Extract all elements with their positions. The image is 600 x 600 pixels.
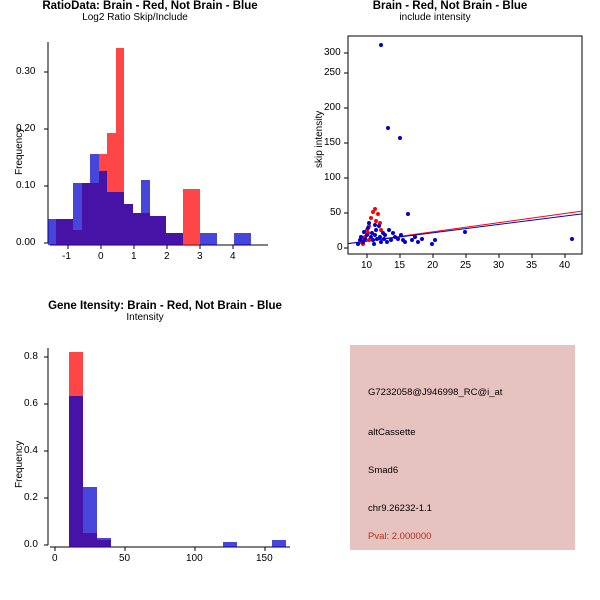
histogram-bar	[83, 487, 97, 547]
info-pval: Pval: 2.000000	[368, 531, 432, 542]
ratio-xtick-3: 2	[164, 251, 170, 262]
histogram-bar	[99, 171, 107, 245]
histogram-bar	[223, 542, 237, 547]
histogram-bar	[158, 216, 166, 245]
scatter-point	[356, 242, 360, 246]
panel-ratio-title: RatioData: Brain - Red, Not Brain - Blue	[42, 0, 258, 12]
histogram-bar	[73, 183, 81, 245]
histogram-bar	[150, 216, 158, 245]
scatter-point	[413, 235, 417, 239]
histogram-bar	[175, 233, 183, 245]
histogram-bar	[116, 192, 124, 245]
scatter-point	[374, 228, 378, 232]
panel-intensity-xlabel: Intensity	[126, 312, 164, 323]
scatter-point	[369, 216, 373, 220]
histogram-bar	[234, 233, 242, 245]
scatter-point	[401, 238, 405, 242]
scatter-point	[379, 43, 383, 47]
scatter-xtick-1: 15	[394, 260, 406, 271]
scatter-ytick-4: 200	[324, 102, 341, 113]
histogram-bar	[48, 219, 56, 245]
panel-intensity-ylabel: Frequency	[14, 440, 25, 488]
scatter-ytick-2: 100	[324, 172, 341, 183]
histogram-bar	[124, 204, 132, 245]
scatter-xtick-6: 40	[559, 260, 571, 271]
scatter-point	[371, 210, 375, 214]
scatter-xtick-2: 20	[427, 260, 439, 271]
panel-intensity-histogram	[0, 300, 330, 600]
scatter-ytick-1: 50	[330, 207, 342, 218]
ratio-ytick-0: 0.00	[16, 237, 36, 248]
intensity-ytick-1: 0.2	[24, 492, 38, 503]
histogram-bar	[69, 396, 83, 547]
histogram-bar	[107, 192, 115, 245]
scatter-xtick-0: 10	[361, 260, 373, 271]
panel-ratio-ylabel: Frequency	[14, 127, 25, 175]
ratio-ytick-1: 0.10	[16, 180, 36, 191]
scatter-point	[463, 230, 467, 234]
intensity-xtick-1: 50	[119, 553, 131, 564]
histogram-bar	[90, 154, 98, 245]
panel-scatter	[300, 0, 600, 300]
scatter-point	[570, 237, 574, 241]
scatter-point	[398, 136, 402, 140]
ratio-bars-layer	[0, 0, 300, 300]
histogram-bar	[133, 213, 141, 245]
histogram-bar	[183, 189, 191, 245]
intensity-ytick-2: 0.4	[24, 445, 38, 456]
scatter-points-layer	[300, 0, 600, 300]
scatter-point	[430, 242, 434, 246]
ratio-xtick-4: 3	[197, 251, 203, 262]
scatter-point	[385, 240, 389, 244]
ratio-xtick-0: -1	[62, 251, 71, 262]
histogram-bar	[243, 233, 251, 245]
scatter-point	[376, 212, 380, 216]
intensity-xtick-3: 150	[256, 553, 273, 564]
info-panel	[350, 345, 575, 550]
histogram-bar	[56, 219, 64, 245]
scatter-xtick-4: 30	[493, 260, 505, 271]
info-probe: G7232058@J946998_RC@i_at	[368, 387, 503, 398]
panel-intensity-title: Gene Itensity: Brain - Red, Not Brain - Blue	[48, 300, 282, 312]
scatter-point	[433, 238, 437, 242]
intensity-xtick-0: 0	[52, 553, 58, 564]
scatter-point	[416, 240, 420, 244]
intensity-ytick-4: 0.8	[24, 351, 38, 362]
scatter-xtick-5: 35	[526, 260, 538, 271]
scatter-point	[396, 237, 400, 241]
intensity-bars-layer	[0, 300, 330, 600]
histogram-bar	[200, 233, 208, 245]
histogram-bar	[82, 183, 90, 245]
scatter-ytick-0: 0	[337, 242, 343, 253]
intensity-ytick-3: 0.6	[24, 398, 38, 409]
scatter-point	[420, 237, 424, 241]
histogram-bar	[141, 180, 149, 245]
scatter-point	[406, 212, 410, 216]
histogram-bar	[166, 233, 174, 245]
scatter-ytick-6: 300	[324, 47, 341, 58]
scatter-ytick-5: 250	[324, 67, 341, 78]
ratio-xtick-5: 4	[230, 251, 236, 262]
panel-scatter-ylabel: skip intensity	[314, 110, 325, 168]
intensity-xtick-2: 100	[186, 553, 203, 564]
scatter-point	[386, 126, 390, 130]
scatter-point	[367, 238, 371, 242]
scatter-xtick-3: 25	[460, 260, 472, 271]
scatter-point	[373, 207, 377, 211]
panel-scatter-title: Brain - Red, Not Brain - Blue	[372, 0, 528, 12]
info-event: altCassette	[368, 427, 416, 438]
scatter-point	[366, 226, 370, 230]
ratio-ytick-2: 0.20	[16, 123, 36, 134]
scatter-point	[383, 233, 387, 237]
scatter-point	[372, 242, 376, 246]
histogram-bar	[65, 219, 73, 245]
scatter-point	[389, 238, 393, 242]
histogram-bar	[272, 540, 286, 547]
info-locus: chr9.26232-1.1	[368, 503, 432, 514]
ratio-ytick-3: 0.30	[16, 66, 36, 77]
scatter-point	[410, 238, 414, 242]
ratio-xtick-1: 0	[98, 251, 104, 262]
panel-ratio-histogram	[0, 0, 300, 300]
histogram-bar	[209, 233, 217, 245]
ratio-xtick-2: 1	[131, 251, 137, 262]
panel-scatter-xlabel: include intensity	[399, 12, 471, 23]
histogram-bar	[192, 189, 200, 245]
intensity-ytick-0: 0.0	[24, 539, 38, 550]
scatter-point	[399, 233, 403, 237]
histogram-bar	[97, 538, 111, 547]
panel-ratio-xlabel: Log2 Ratio Skip/Include	[82, 12, 188, 23]
scatter-ytick-3: 150	[324, 137, 341, 148]
info-gene: Smad6	[368, 465, 399, 476]
